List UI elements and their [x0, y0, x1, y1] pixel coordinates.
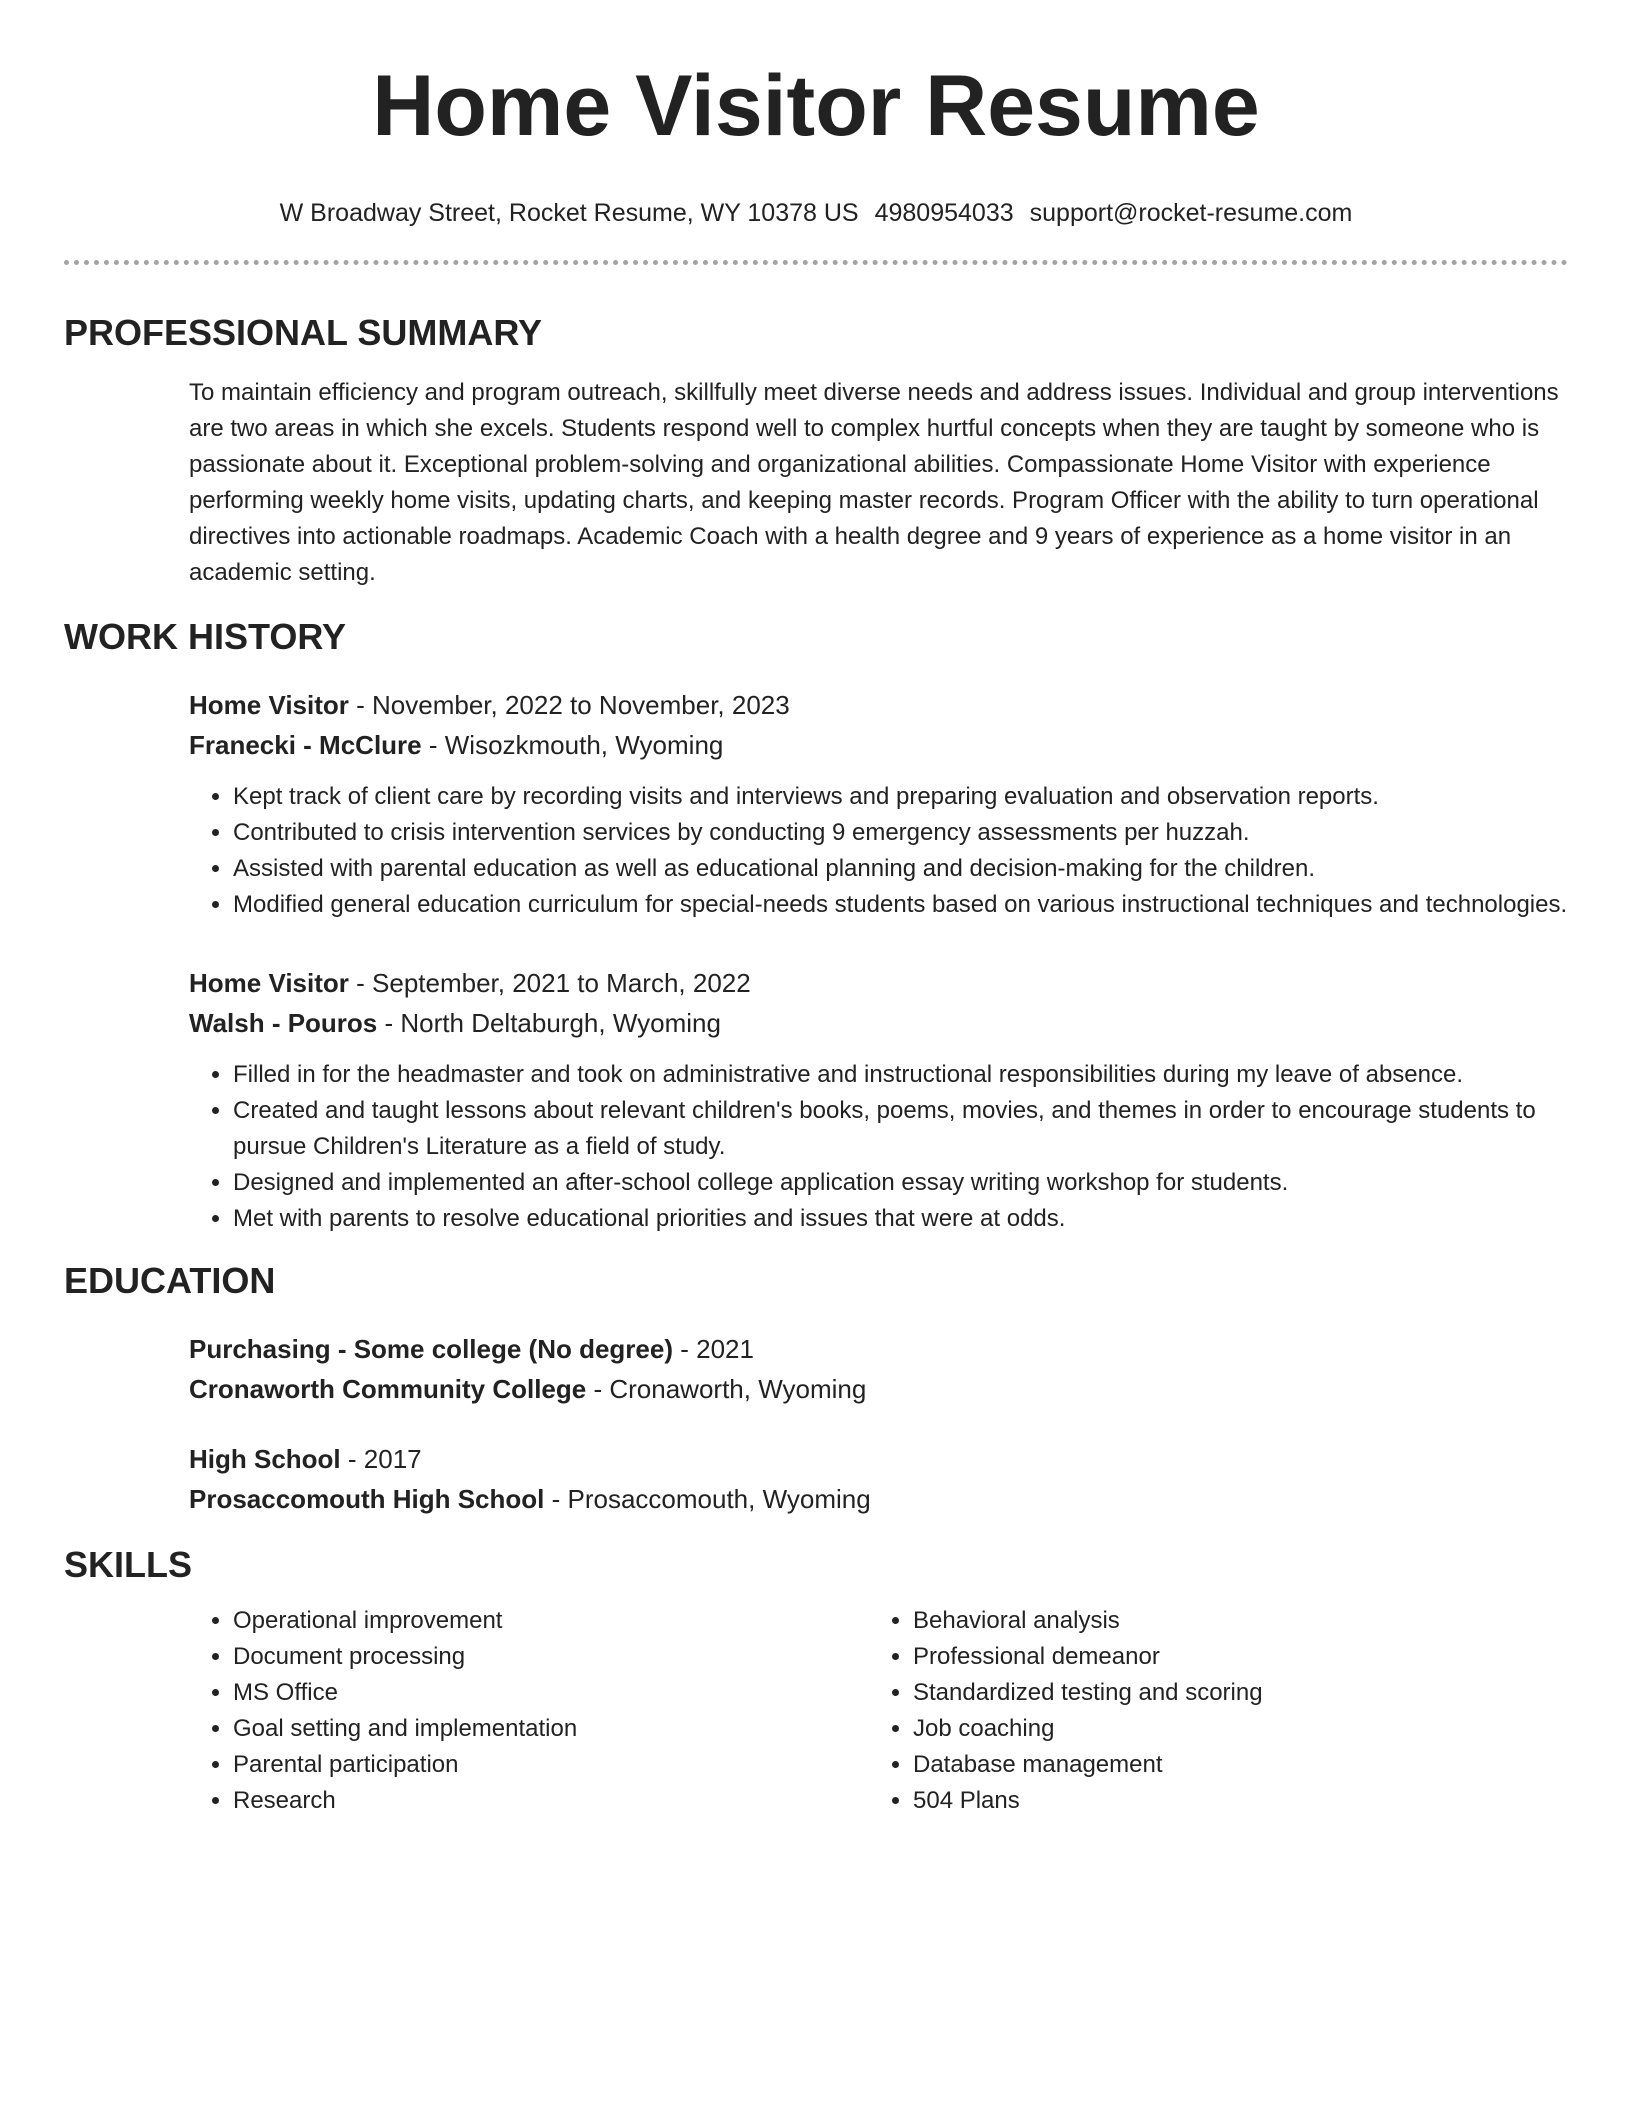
education-school-line: [189, 1369, 1568, 1409]
contact-line: [64, 196, 1568, 230]
education-degree-line: [189, 1329, 1568, 1369]
skills-column-right: [869, 1603, 1549, 1819]
skill-item: • Job coaching: [913, 1711, 1549, 1747]
job-bullet: • Kept track of client care by recording visits and interviews and preparing evaluation and observation reports.: [233, 779, 1568, 815]
job-company-line: [189, 725, 1568, 765]
job-bullet: • Assisted with parental education as well as educational planning and decision-making for the children.: [233, 851, 1568, 887]
skill-item: • Behavioral analysis: [913, 1603, 1549, 1639]
job-company: Walsh - Pouros: [189, 1008, 378, 1038]
job-bullet: • Filled in for the headmaster and took on administrative and instructional responsibilities during my leave of absence.: [233, 1057, 1568, 1093]
education-location: - Prosaccomouth, Wyoming: [544, 1484, 871, 1514]
job-bullet: • Contributed to crisis intervention services by conducting 9 emergency assessments per huzzah.: [233, 815, 1568, 851]
skills-grid: [189, 1603, 1568, 1819]
header-divider: [64, 260, 1568, 265]
skills-column-left: [189, 1603, 869, 1819]
education-entry: [189, 1439, 1568, 1519]
summary-text: To maintain efficiency and program outreach, skillfully meet diverse needs and address issues. Individual and group interventions are two areas in which she excels. Students respond well to complex hurtful concepts when they are taught by someone who is passionate about it. Exceptional problem-solving and organizational abilities. Compassionate Home Visitor with experience performing weekly home visits, updating charts, and keeping master records. Program Officer with the ability to turn operational directives into actionable roadmaps. Academic Coach with a health degree and 9 years of experience as a home visitor in an academic setting.: [189, 379, 1559, 586]
education-school: Cronaworth Community College: [189, 1374, 587, 1404]
job-location: - Wisozkmouth, Wyoming: [421, 730, 724, 760]
job-dates: - September, 2021 to March, 2022: [348, 968, 751, 998]
job-bullet: • Modified general education curriculum for special-needs students based on various instructional techniques and technologies.: [233, 887, 1568, 923]
education-school-line: [189, 1479, 1568, 1519]
contact-phone: 4980954033: [874, 199, 1014, 227]
contact-address: W Broadway Street, Rocket Resume, WY 10378 US: [279, 199, 859, 227]
skill-item: • Document processing: [233, 1639, 869, 1675]
skill-item: • Research: [233, 1783, 869, 1819]
job-role: Home Visitor: [189, 968, 349, 998]
job-entry: [189, 685, 1568, 923]
education-year: - 2017: [340, 1444, 422, 1474]
skill-item: • MS Office: [233, 1675, 869, 1711]
education-degree-line: [189, 1439, 1568, 1479]
skill-item: • 504 Plans: [913, 1783, 1549, 1819]
job-bullet: • Designed and implemented an after-school college application essay writing workshop for students.: [233, 1165, 1568, 1201]
work-history-heading: WORK HISTORY: [64, 616, 347, 657]
education-heading: EDUCATION: [64, 1260, 276, 1301]
education-degree: Purchasing - Some college (No degree): [189, 1334, 673, 1364]
job-company: Franecki - McClure: [189, 730, 422, 760]
skill-item: • Parental participation: [233, 1747, 869, 1783]
skills-heading: SKILLS: [64, 1544, 193, 1585]
education-school: Prosaccomouth High School: [189, 1484, 545, 1514]
contact-email: support@rocket-resume.com: [1029, 199, 1353, 227]
job-bullet: • Created and taught lessons about relevant children's books, poems, movies, and themes in order to encourage students to pursue Children's Literature as a field of study.: [233, 1093, 1568, 1165]
education-year: - 2021: [673, 1334, 754, 1364]
skill-item: • Database management: [913, 1747, 1549, 1783]
skill-item: • Operational improvement: [233, 1603, 869, 1639]
job-role-line: [189, 685, 1568, 725]
job-role-line: [189, 963, 1568, 1003]
skill-item: • Standardized testing and scoring: [913, 1675, 1549, 1711]
job-location: - North Deltaburgh, Wyoming: [377, 1008, 721, 1038]
job-bullets: [189, 1057, 1568, 1237]
job-bullet: • Met with parents to resolve educational priorities and issues that were at odds.: [233, 1201, 1568, 1237]
education-location: - Cronaworth, Wyoming: [586, 1374, 867, 1404]
skill-item: • Goal setting and implementation: [233, 1711, 869, 1747]
skill-item: • Professional demeanor: [913, 1639, 1549, 1675]
job-dates: - November, 2022 to November, 2023: [348, 690, 790, 720]
job-role: Home Visitor: [189, 690, 349, 720]
education-degree: High School: [189, 1444, 341, 1474]
job-entry: [189, 963, 1568, 1237]
resume-title: Home Visitor Resume: [372, 58, 1260, 154]
education-entry: [189, 1329, 1568, 1409]
job-company-line: [189, 1003, 1568, 1043]
job-bullets: [189, 779, 1568, 923]
summary-heading: PROFESSIONAL SUMMARY: [64, 312, 543, 353]
